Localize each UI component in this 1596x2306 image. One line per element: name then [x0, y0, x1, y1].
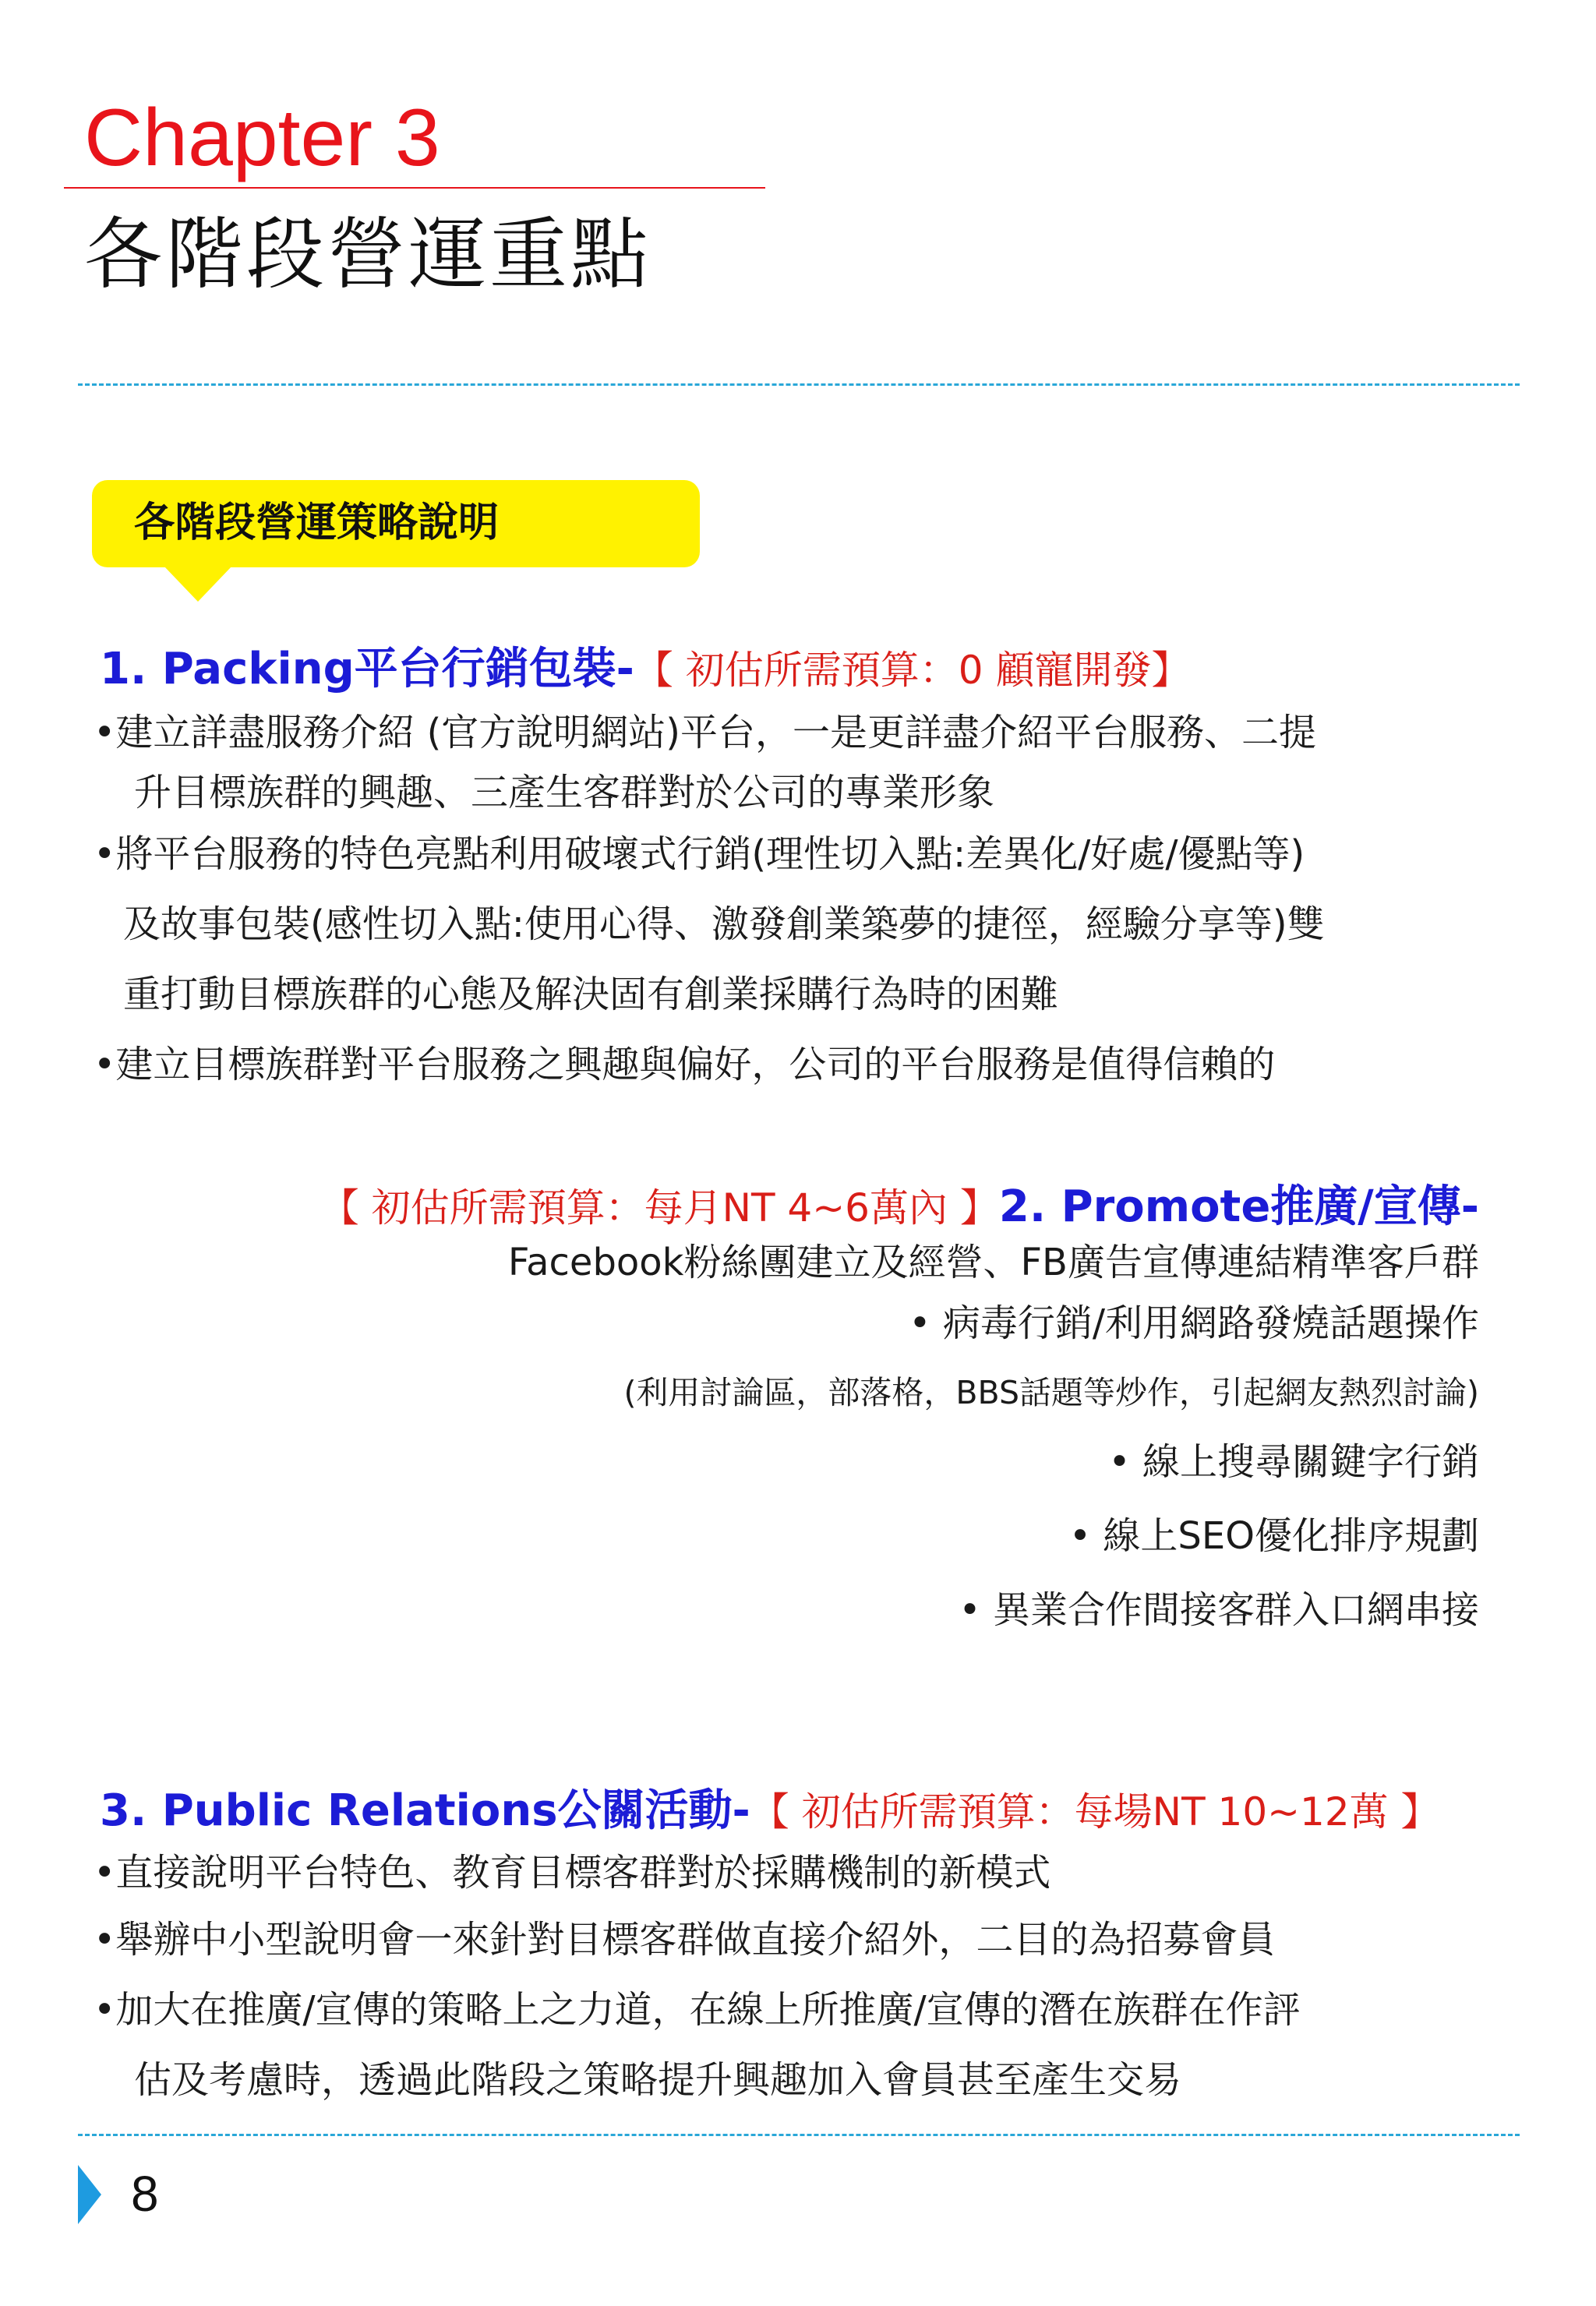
- strategy-3-line: •舉辦中小型說明會一來針對目標客群做直接介紹外，二目的為招募會員: [94, 1918, 1276, 1962]
- strategy-2-line: Facebook粉絲團建立及經營、FB廣告宣傳連結精準客戶群: [507, 1241, 1479, 1284]
- strategy-3-line: 估及考慮時，透過此階段之策略提升興趣加入會員甚至產生交易: [134, 2058, 1182, 2102]
- strategy-1-line: 升目標族群的興趣、三產生客群對於公司的專業形象: [134, 771, 995, 814]
- strategy-3-line: •加大在推廣/宣傳的策略上之力道，在線上所推廣/宣傳的潛在族群在作評: [94, 1988, 1301, 2032]
- strategy-2-line: • 病毒行銷/利用網路發燒話題操作: [909, 1301, 1479, 1345]
- strategy-3-budget: 【 初估所需預算：每場NT 10~12萬 】: [750, 1789, 1440, 1835]
- strategy-1-line: •建立目標族群對平台服務之興趣與偏好，公司的平台服務是值得信賴的: [94, 1043, 1276, 1086]
- strategy-1-budget: 【 初估所需預算：0 顧寵開發】: [634, 648, 1191, 693]
- strategy-2-line: • 異業合作間接客群入口網串接: [959, 1588, 1479, 1632]
- page-arrow-icon: [78, 2165, 101, 2224]
- strategy-3-title: 3. Public Relations公關活動-: [100, 1785, 750, 1836]
- strategy-1-title: 1. Packing平台行銷包裝-: [100, 644, 634, 694]
- strategy-1-line: •建立詳盡服務介紹 (官方說明網站)平台，一是更詳盡介紹平台服務、二提: [94, 711, 1317, 754]
- strategy-1-heading: [100, 643, 1191, 695]
- chapter-title: 各階段營運重點: [84, 209, 651, 300]
- bottom-divider: [78, 2134, 1520, 2136]
- strategy-2-title: 2. Promote推廣/宣傳-: [998, 1181, 1479, 1232]
- strategy-2-line: • 線上搜尋關鍵字行銷: [1108, 1440, 1479, 1484]
- strategy-2-line: (利用討論區，部落格，BBS話題等炒作，引起網友熱烈討論): [623, 1374, 1479, 1411]
- chapter-label: Chapter 3: [84, 93, 440, 183]
- strategy-2-heading: [320, 1181, 1479, 1233]
- strategy-2-budget: 【 初估所需預算：每月NT 4~6萬內 】: [320, 1185, 999, 1231]
- strategy-1-line: 及故事包裝(感性切入點:使用心得、激發創業築夢的捷徑，經驗分享等)雙: [123, 902, 1325, 946]
- callout-pointer-icon: [164, 566, 232, 602]
- strategy-3-line: •直接說明平台特色、教育目標客群對於採購機制的新模式: [94, 1851, 1051, 1895]
- top-divider: [78, 383, 1520, 386]
- strategy-2-line: • 線上SEO優化排序規劃: [1068, 1514, 1479, 1558]
- strategy-1-line: •將平台服務的特色亮點利用破壞式行銷(理性切入點:差異化/好處/優點等): [94, 832, 1305, 876]
- strategy-1-line: 重打動目標族群的心態及解決固有創業採購行為時的困難: [123, 973, 1059, 1016]
- strategy-3-heading: [100, 1785, 1440, 1837]
- section-title: 各階段營運策略說明: [134, 500, 500, 546]
- chapter-underline: [64, 187, 765, 189]
- page-number: 8: [131, 2166, 159, 2222]
